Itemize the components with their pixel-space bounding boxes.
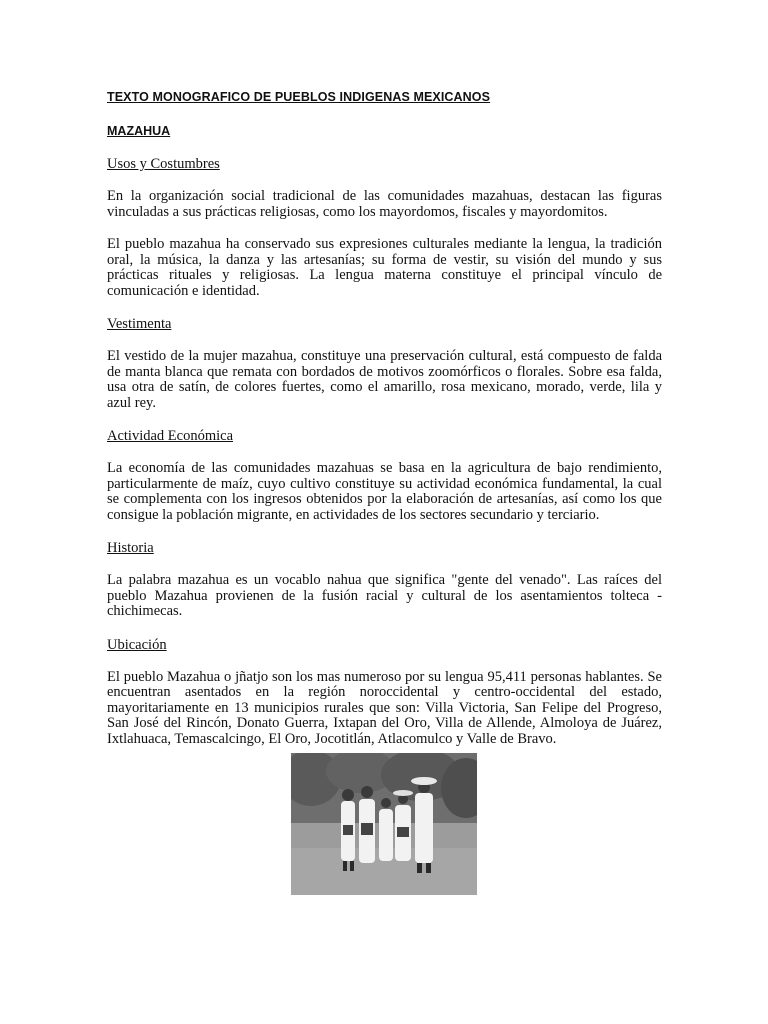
- paragraph: La palabra mazahua es un vocablo nahua que significa "gente del venado". Las raíces del pueblo Mazahua provienen de la fusión racial y cultural de los asentamientos tolteca - chichimecas.: [107, 572, 662, 619]
- section-ubicacion: [107, 637, 662, 748]
- group-photo-image: [291, 753, 477, 895]
- section-vestimenta: [107, 316, 662, 411]
- section-heading: Usos y Costumbres: [107, 156, 220, 172]
- photo-mazahua-group: [291, 753, 477, 895]
- section-heading: Actividad Económica: [107, 428, 234, 444]
- document-subtitle: MAZAHUA: [107, 124, 171, 138]
- section-historia: [107, 540, 662, 620]
- section-usos-y-costumbres: [107, 156, 662, 299]
- paragraph: La economía de las comunidades mazahuas se basa en la agricultura de bajo rendimiento, particularmente de maíz, cuyo cultivo constituye su actividad económica fundamental, la cual se complementa con los ingresos obtenidos por la elaboración de artesanías, así como los que consigue la población migrante, en actividades de los sectores secundario y terciario.: [107, 460, 662, 523]
- document-page: [107, 90, 662, 764]
- paragraph: En la organización social tradicional de las comunidades mazahuas, destacan las figuras vinculadas a sus prácticas religiosas, como los mayordomos, fiscales y mayordomitos.: [107, 188, 662, 220]
- document-title: TEXTO MONOGRAFICO DE PUEBLOS INDIGENAS MEXICANOS: [107, 90, 491, 104]
- paragraph: El pueblo mazahua ha conservado sus expresiones culturales mediante la lengua, la tradición oral, la música, la danza y las artesanías; su forma de vestir, su visión del mundo y sus prácticas rituales y religiosas. La lengua materna constituye el principal vínculo de comunicación e identidad.: [107, 236, 662, 299]
- paragraph: El vestido de la mujer mazahua, constituye una preservación cultural, está compuesto de falda de manta blanca que remata con bordados de motivos zoomórficos o florales. Sobre esa falda, usa otra de satín, de colores fuertes, como el amarillo, rosa mexicano, morado, verde, lila y azul rey.: [107, 348, 662, 411]
- section-heading: Vestimenta: [107, 316, 172, 332]
- section-actividad-economica: [107, 428, 662, 523]
- section-heading: Historia: [107, 540, 154, 556]
- paragraph: El pueblo Mazahua o jñatjo son los mas numeroso por su lengua 95,411 personas hablantes. Se encuentran asentados en la región noroccidental y centro-occidental del estado, mayoritariamente en 13 municipios rurales que son: Villa Victoria, San Felipe del Progreso, San José del Rincón, Donato Guerra, Ixtapan del Oro, Villa de Allende, Almoloya de Juárez, Ixtlahuaca, Temascalcingo, El Oro, Jocotitlán, Atlacomulco y Valle de Bravo.: [107, 668, 662, 747]
- section-heading: Ubicación: [107, 636, 167, 653]
